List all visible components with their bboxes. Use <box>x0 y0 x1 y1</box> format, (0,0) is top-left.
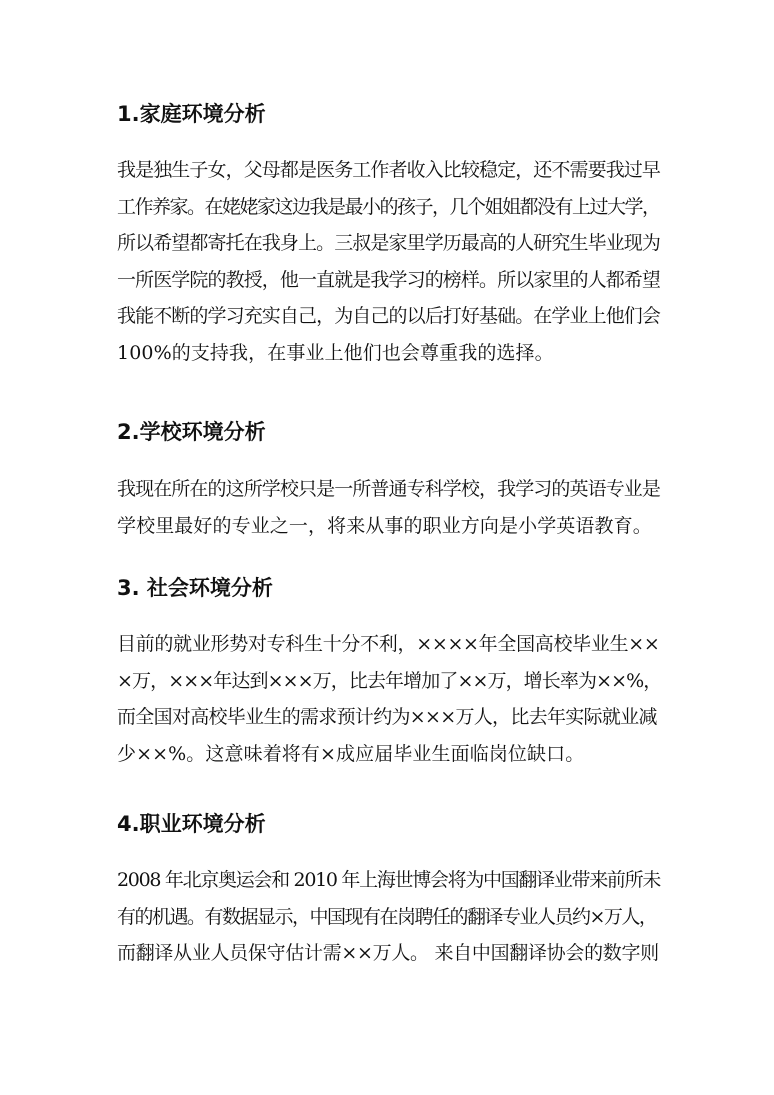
section-body-family <box>117 152 662 371</box>
section-heading-society: 3. 社会环境分析 <box>117 576 273 600</box>
text-line: 学校里最好的专业之一，将来从事的职业方向是小学英语教育。 <box>117 514 652 537</box>
section-heading-career: 4.职业环境分析 <box>117 812 266 836</box>
text-line: 我是独生子女，父母都是医务工作者收入比较稳定，还不需要我过早 <box>117 159 661 181</box>
section-body-school <box>117 471 662 544</box>
text-line: ×万，×××年达到×××万，比去年增加了××万，增长率为××%， <box>117 669 662 692</box>
text-line: 少××%。这意味着将有×成应届毕业生面临岗位缺口。 <box>117 742 585 765</box>
text-line: 一所医学院的教授，他一直就是我学习的榜样。所以家里的人都希望 <box>117 268 661 291</box>
text-line: 我现在所在的这所学校只是一所普通专科学校，我学习的英语专业是 <box>117 478 661 500</box>
text-line: 我能不断的学习充实自己，为自己的以后打好基础。在学业上他们会 <box>117 305 661 327</box>
text-line: 有的机遇。有数据显示，中国现有在岗聘任的翻译专业人员约×万人， <box>117 905 657 928</box>
text-line: 目前的就业形势对专科生十分不利，××××年全国高校毕业生×× <box>117 633 660 655</box>
section-heading-family: 1.家庭环境分析 <box>117 102 266 126</box>
section-heading-school: 2.学校环境分析 <box>117 420 266 444</box>
text-line: 所以希望都寄托在我身上。三叔是家里学历最高的人研究生毕业现为 <box>117 232 661 254</box>
section-body-career <box>117 862 662 972</box>
text-line: 而翻译从业人员保守估计需××万人。 来自中国翻译协会的数字则 <box>117 942 659 964</box>
text-line: 100%的支持我，在事业上他们也会尊重我的选择。 <box>117 341 554 364</box>
text-line: 2008 年北京奥运会和 2010 年上海世博会将为中国翻译业带来前所未 <box>117 869 661 891</box>
section-body-society <box>117 626 662 772</box>
text-line: 而全国对高校毕业生的需求预计约为×××万人，比去年实际就业减 <box>117 706 657 728</box>
text-line: 工作养家。在姥姥家这边我是最小的孩子，几个姐姐都没有上过大学， <box>117 195 660 218</box>
